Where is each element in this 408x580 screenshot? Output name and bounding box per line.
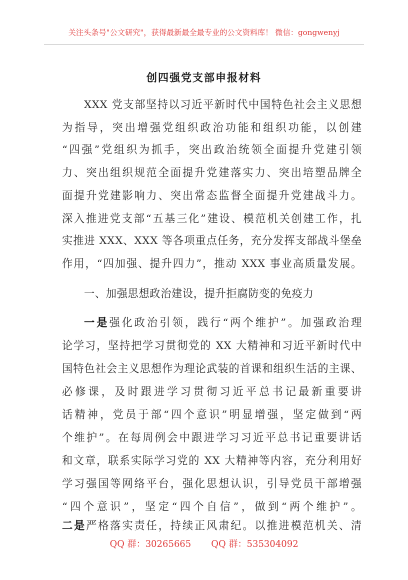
paragraph-line: 面提升党建影响力、突出常态监督全面提升党建战斗力。 [62, 190, 362, 202]
header-divider [44, 44, 364, 45]
paragraph-line: 作用，“四加强、提升四力”，推动 XXX 事业高质量发展。 [62, 258, 362, 270]
paragraph-line: 力、突出组织规范全面提升党建落实力、突出培塑品牌全 [62, 167, 362, 179]
paragraph-line: 和文章，联系实际学习党的 XX 大精神等内容，充分利用好 [62, 455, 362, 467]
paragraph-text: 严格落实责任，持续正风肃纪。以推进模范机关、清 [86, 520, 362, 532]
paragraph-lead: 二是 [62, 520, 87, 532]
document-title: 创四强党支部申报材料 [146, 72, 262, 84]
paragraph-line [62, 519, 362, 533]
paragraph-line: 论学习，坚持把学习贯彻党的 XX 大精神和习近平新时代中 [62, 340, 362, 352]
paragraph-line: 个维护”。在每周例会中跟进学习习近平总书记重要讲话 [62, 432, 362, 444]
paragraph-lead: 一是 [84, 317, 110, 329]
section-heading: 一、加强思想政治建设，提升拒腐防变的免疫力 [84, 288, 314, 300]
qq-group-1: QQ 群：30265665 [109, 540, 192, 550]
paragraph-line [84, 316, 362, 330]
paragraph-line: “四强”党组织为抓手，突出政治统领全面提升党建引领 [62, 144, 362, 156]
footer-contact [0, 537, 408, 550]
paragraph-line: 学习强国等网络平台，强化思想认识，引导党员干部增强 [62, 478, 362, 490]
paragraph-line: 为指导，突出增强党组织政治功能和组织功能，以创建 [62, 122, 362, 134]
paragraph-line: 实推进 XXX、XXX 等各项重点任务，充分发挥支部战斗堡垒 [62, 235, 362, 247]
paragraph-line: 必修课，及时跟进学习贯彻习近平总书记最新重要讲 [62, 386, 362, 398]
qq-group-2: QQ 群：535304092 [211, 540, 299, 550]
paragraph-line: “四个意识”，坚定“四个自信”，做到“两个维护”。 [62, 501, 362, 513]
header-banner: 关注头条号"公文研究"，获得最新最全最专业的公文资料库！ 微信：gongwenyj [68, 28, 340, 37]
paragraph-line: 话精神，党员于部“四个意识”明显增强，坚定做到“两 [62, 409, 362, 421]
paragraph-text: 强化政治引领，践行“两个维护”。加强政治理 [109, 317, 362, 329]
paragraph-line: 深入推进党支部“五基三化”建设、模范机关创建工作，扎 [62, 213, 362, 225]
paragraph-line: XXX 党支部坚持以习近平新时代中国特色社会主义思想 [84, 99, 362, 111]
paragraph-line: 国特色社会主义思想作为理论武装的首课和组织生活的主课、 [62, 363, 362, 375]
